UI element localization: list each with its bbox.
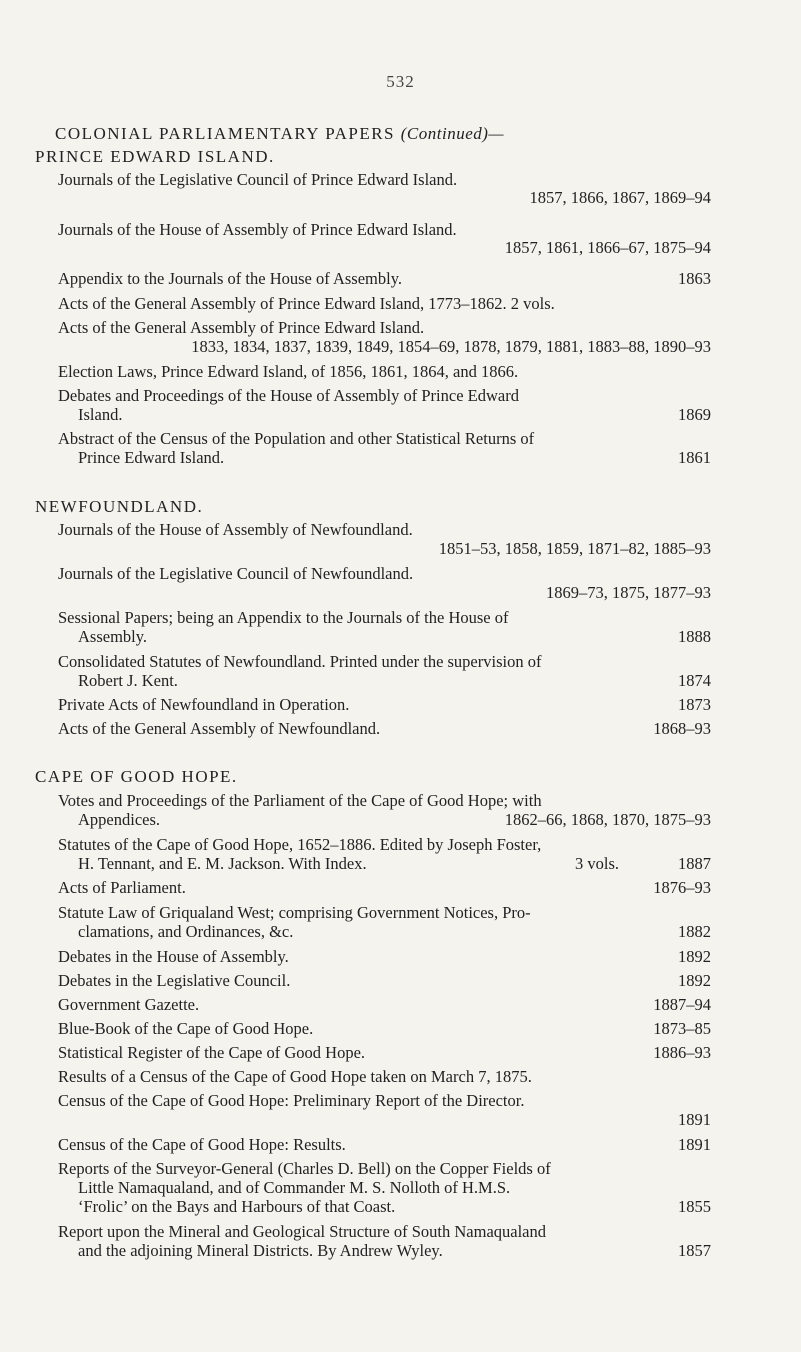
cape-entry-5-date: 1892 [678, 947, 711, 966]
nfld-entry-4-title-a: Consolidated Statutes of Newfoundland. Printed under the supervision of [58, 652, 542, 671]
pei-entry-8-title-a: Abstract of the Census of the Population and other Statistical Returns of [58, 429, 535, 448]
nfld-entry-3-title-b: Assembly. [78, 627, 148, 646]
pei-entry-8-date: 1861 [678, 448, 711, 467]
cape-entry-14-title-b: and the adjoining Mineral Districts. By Andrew Wyley. [78, 1241, 443, 1260]
cape-entry-9-date: 1886–93 [653, 1043, 711, 1062]
section-title-pei: PRINCE EDWARD ISLAND. [35, 147, 275, 166]
pei-entry-1-date: 1857, 1866, 1867, 1869–94 [529, 188, 711, 207]
cape-entry-6-title: Debates in the Legislative Council. [58, 971, 291, 990]
page-number: 532 [386, 72, 415, 91]
cape-entry-2-title-b: H. Tennant, and E. M. Jackson. With Index. [78, 854, 367, 873]
nfld-entry-2-title: Journals of the Legislative Council of Newfoundland. [58, 564, 414, 583]
heading-title: COLONIAL PARLIAMENTARY PAPERS [55, 124, 396, 143]
section-title-nfld: NEWFOUNDLAND. [35, 497, 204, 516]
cape-entry-4-title-a: Statute Law of Griqualand West; comprising Government Notices, Pro- [58, 903, 531, 922]
cape-entry-1-date: 1862–66, 1868, 1870, 1875–93 [504, 810, 711, 829]
nfld-entry-4-title-b: Robert J. Kent. [78, 671, 178, 690]
pei-entry-6-title: Election Laws, Prince Edward Island, of 1856, 1861, 1864, and 1866. [58, 362, 519, 381]
cape-entry-10-title: Results of a Census of the Cape of Good Hope taken on March 7, 1875. [58, 1067, 532, 1086]
section-title-cape: CAPE OF GOOD HOPE. [35, 767, 238, 786]
pei-entry-2-date: 1857, 1861, 1866–67, 1875–94 [504, 238, 711, 257]
pei-entry-5-date: 1833, 1834, 1837, 1839, 1849, 1854–69, 1878, 1879, 1881, 1883–88, 1890–93 [191, 337, 711, 356]
cape-entry-5-title: Debates in the House of Assembly. [58, 947, 289, 966]
nfld-entry-6-date: 1868–93 [653, 719, 711, 738]
cape-entry-11-date: 1891 [678, 1110, 711, 1129]
pei-entry-3-date: 1863 [678, 269, 711, 288]
cape-entry-1-title-a: Votes and Proceedings of the Parliament of the Cape of Good Hope; with [58, 791, 542, 810]
nfld-entry-3-date: 1888 [678, 627, 711, 646]
cape-entry-3-date: 1876–93 [653, 878, 711, 897]
cape-entry-6-date: 1892 [678, 971, 711, 990]
pei-entry-8-title-b: Prince Edward Island. [78, 448, 225, 467]
nfld-entry-1-date: 1851–53, 1858, 1859, 1871–82, 1885–93 [438, 539, 711, 558]
cape-entry-4-date: 1882 [678, 922, 711, 941]
pei-entry-7-date: 1869 [678, 405, 711, 424]
pei-entry-2-title: Journals of the House of Assembly of Prince Edward Island. [58, 220, 457, 239]
heading-continued: (Continued)— [400, 124, 505, 143]
cape-entry-11-title: Census of the Cape of Good Hope: Preliminary Report of the Director. [58, 1091, 525, 1110]
cape-entry-1-title-b: Appendices. [78, 810, 161, 829]
nfld-entry-3-title-a: Sessional Papers; being an Appendix to the Journals of the House of [58, 608, 509, 627]
cape-entry-12-title: Census of the Cape of Good Hope: Results. [58, 1135, 346, 1154]
cape-entry-8-title: Blue-Book of the Cape of Good Hope. [58, 1019, 314, 1038]
pei-entry-3-title: Appendix to the Journals of the House of Assembly. [58, 269, 403, 288]
nfld-entry-5-title: Private Acts of Newfoundland in Operation. [58, 695, 350, 714]
pei-entry-4-title: Acts of the General Assembly of Prince Edward Island, 1773–1862. 2 vols. [58, 294, 555, 313]
cape-entry-7-title: Government Gazette. [58, 995, 200, 1014]
nfld-entry-1-title: Journals of the House of Assembly of Newfoundland. [58, 520, 413, 539]
cape-entry-13-date: 1855 [678, 1197, 711, 1216]
nfld-entry-5-date: 1873 [678, 695, 711, 714]
cape-entry-7-date: 1887–94 [653, 995, 711, 1014]
cape-entry-12-date: 1891 [678, 1135, 711, 1154]
cape-entry-8-date: 1873–85 [653, 1019, 711, 1038]
cape-entry-2-vols: 3 vols. [575, 854, 620, 873]
cape-entry-13-title-a: Reports of the Surveyor-General (Charles D. Bell) on the Copper Fields of [58, 1159, 551, 1178]
nfld-entry-6-title: Acts of the General Assembly of Newfoundland. [58, 719, 381, 738]
pei-entry-1-title: Journals of the Legislative Council of Prince Edward Island. [58, 170, 458, 189]
pei-entry-5-title: Acts of the General Assembly of Prince Edward Island. [58, 318, 425, 337]
nfld-entry-4-date: 1874 [678, 671, 711, 690]
cape-entry-2-title-a: Statutes of the Cape of Good Hope, 1652–1886. Edited by Joseph Foster, [58, 835, 542, 854]
pei-entry-7-title-b: Island. [78, 405, 123, 424]
cape-entry-14-date: 1857 [678, 1241, 711, 1260]
cape-entry-13-title-c: ‘Frolic’ on the Bays and Harbours of that Coast. [78, 1197, 396, 1216]
nfld-entry-2-date: 1869–73, 1875, 1877–93 [546, 583, 711, 602]
cape-entry-9-title: Statistical Register of the Cape of Good Hope. [58, 1043, 366, 1062]
page-heading [55, 124, 504, 144]
cape-entry-13-title-b: Little Namaqualand, and of Commander M. S. Nolloth of H.M.S. [78, 1178, 511, 1197]
cape-entry-4-title-b: clamations, and Ordinances, &c. [78, 922, 294, 941]
cape-entry-14-title-a: Report upon the Mineral and Geological Structure of South Namaqualand [58, 1222, 546, 1241]
pei-entry-7-title-a: Debates and Proceedings of the House of Assembly of Prince Edward [58, 386, 519, 405]
cape-entry-3-title: Acts of Parliament. [58, 878, 186, 897]
cape-entry-2-date: 1887 [678, 854, 711, 873]
